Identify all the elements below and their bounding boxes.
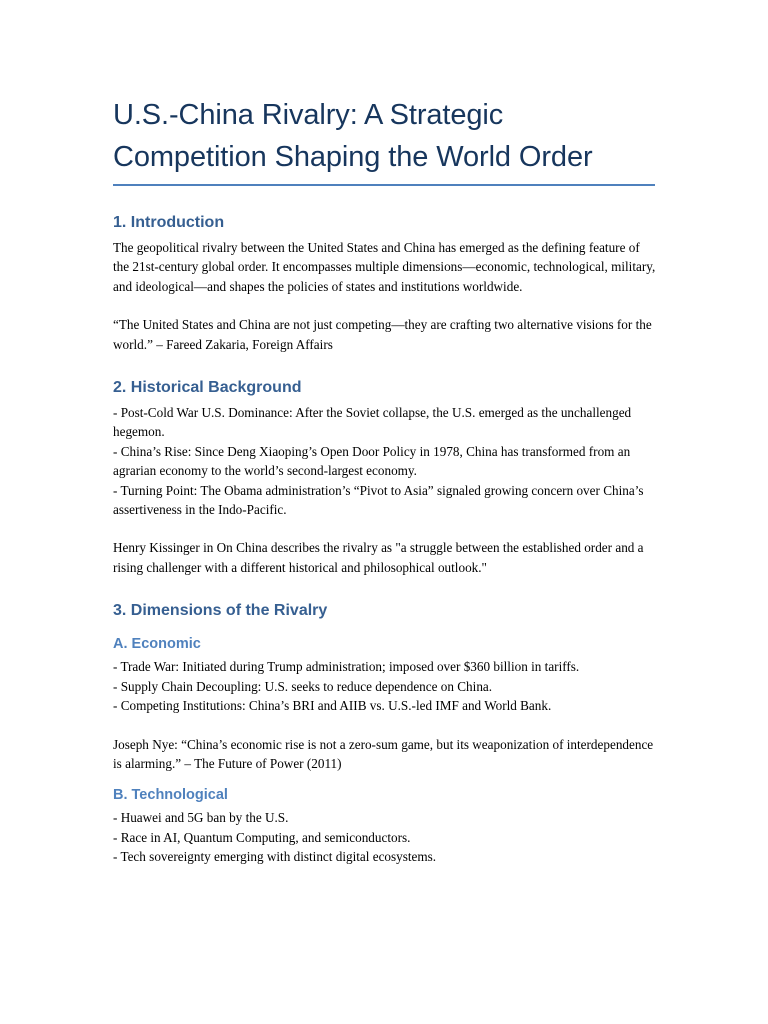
intro-paragraph: The geopolitical rivalry between the United States and China has emerged as the defining feature of the 21st-century global order. It encompasses multiple dimensions—economic, technological, military, and ideological—and shapes the policies of states and institutions worldwide. (113, 240, 656, 294)
subheading-economic: A. Economic (113, 636, 201, 653)
heading-historical-background: 2. Historical Background (113, 379, 302, 397)
document-page (113, 0, 658, 867)
technological-bullet: - Huawei and 5G ban by the U.S. (113, 810, 289, 826)
economic-bullet: - Trade War: Initiated during Trump administration; imposed over $360 billion in tariffs. (113, 659, 580, 675)
heading-introduction: 1. Introduction (113, 214, 225, 231)
subheading-technological: B. Technological (113, 787, 228, 804)
document-title-line-2: Competition Shaping the World Order (113, 141, 593, 173)
document-title-line-1: U.S.-China Rivalry: A Strategic (113, 99, 504, 131)
title-underline-rule (113, 184, 655, 186)
economic-bullet: - Supply Chain Decoupling: U.S. seeks to reduce dependence on China. (113, 678, 493, 694)
history-bullet: - Post-Cold War U.S. Dominance: After the Soviet collapse, the U.S. emerged as the unchallenged hegemon. (113, 405, 632, 440)
document-title (113, 94, 658, 184)
history-bullet: - China’s Rise: Since Deng Xiaoping’s Open Door Policy in 1978, China has transformed from an agrarian economy to the world’s second-largest economy. (113, 443, 631, 479)
history-bullet: - Turning Point: The Obama administration’s “Pivot to Asia” signaled growing concern over China’s assertiveness in the Indo-Pacific. (113, 482, 644, 518)
economic-bullet: - Competing Institutions: China’s BRI and AIIB vs. U.S.-led IMF and World Bank. (113, 698, 552, 714)
heading-dimensions-of-rivalry: 3. Dimensions of the Rivalry (113, 602, 328, 620)
history-quote: Henry Kissinger in On China describes the rivalry as "a struggle between the established order and a rising challenger with a different historical and philosophical outlook." (113, 540, 644, 575)
technological-bullet: - Race in AI, Quantum Computing, and semiconductors. (113, 829, 411, 845)
intro-quote: “The United States and China are not just competing—they are crafting two alternative visions for the world.” – Fareed Zakaria, Foreign Affairs (113, 317, 652, 352)
technological-bullet: - Tech sovereignty emerging with distinct digital ecosystems. (113, 849, 437, 865)
economic-quote: Joseph Nye: “China’s economic rise is not a zero-sum game, but its weaponization of interdependence is alarming.” – The Future of Power (2011) (113, 736, 654, 771)
